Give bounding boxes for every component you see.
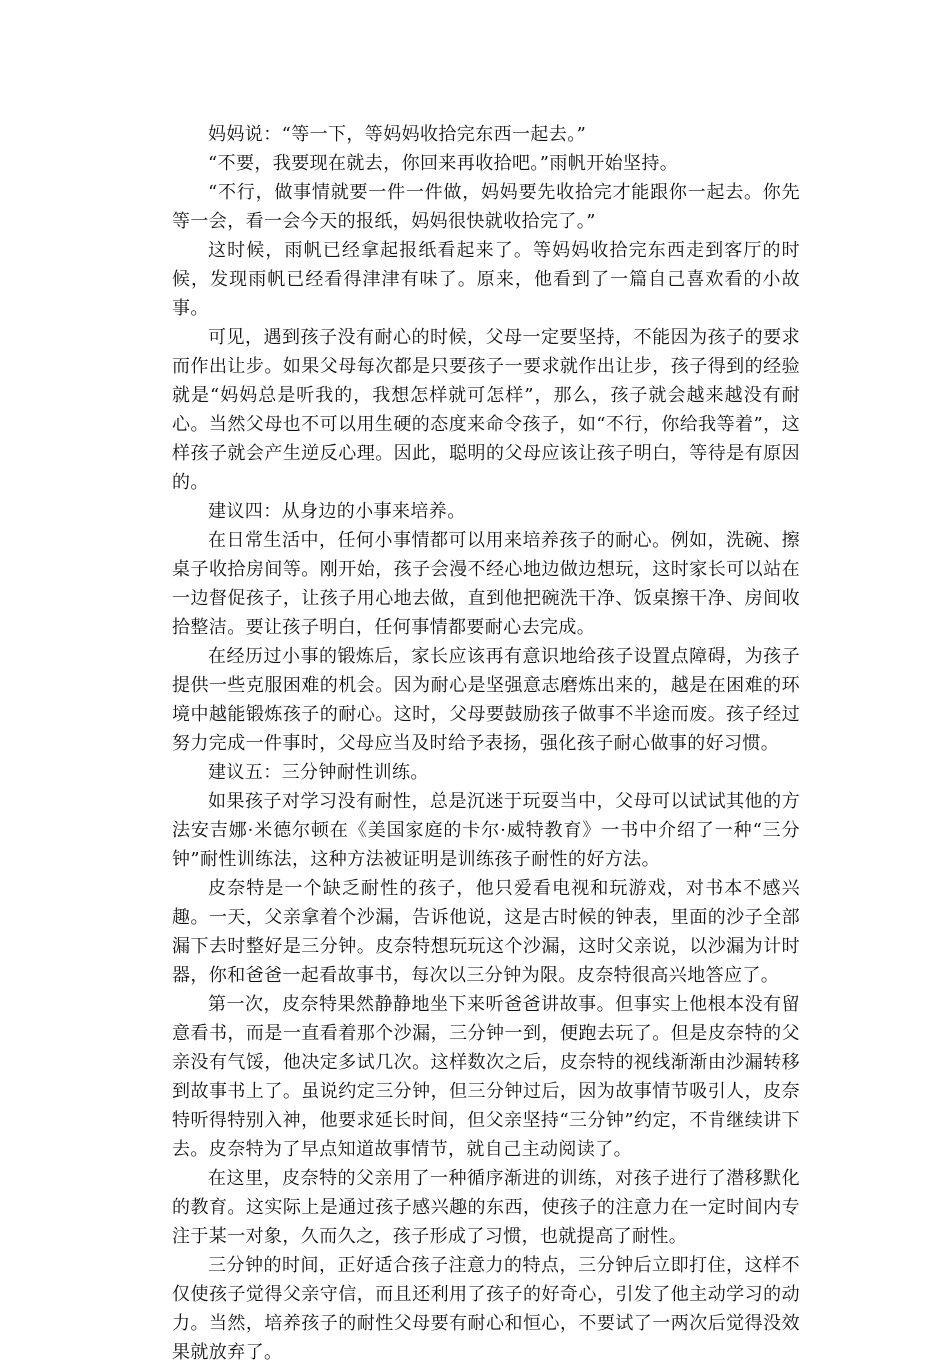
paragraph: 在日常生活中，任何小事情都可以用来培养孩子的耐心。例如，洗碗、擦桌子收拾房间等。刚开始，孩子会漫不经心地边做边想玩，这时家长可以站在一边督促孩子，让孩子用心地去做，直到他把碗洗干净、饭桌擦干净、房间收拾整洁。要让孩子明白，任何事情都要耐心去完成。: [172, 530, 800, 638]
paragraph: 皮奈特是一个缺乏耐性的孩子，他只爱看电视和玩游戏，对书本不感兴趣。一天，父亲拿着个沙漏，告诉他说，这是古时候的钟表，里面的沙子全部漏下去时整好是三分钟。皮奈特想玩玩这个沙漏，这时父亲说，以沙漏为计时器，你和爸爸一起看故事书，每次以三分钟为限。皮奈特很高兴地答应了。: [172, 878, 800, 986]
paragraph: “不行，做事情就要一件一件做，妈妈要先收拾完才能跟你一起去。你先等一会，看一会今天的报纸，妈妈很快就收拾完了。”: [172, 182, 800, 232]
paragraph: 这时候，雨帆已经拿起报纸看起来了。等妈妈收拾完东西走到客厅的时候，发现雨帆已经看得津津有味了。原来，他看到了一篇自己喜欢看的小故事。: [172, 240, 800, 319]
paragraph: “不要，我要现在就去，你回来再收拾吧。”雨帆开始坚持。: [208, 153, 679, 174]
document-body: [172, 120, 800, 1367]
paragraph: 可见，遇到孩子没有耐心的时候，父母一定要坚持，不能因为孩子的要求而作出让步。如果父母每次都是只要孩子一要求就作出让步，孩子得到的经验就是“妈妈总是听我的，我想怎样就可怎样”，那么，孩子就会越来越没有耐心。当然父母也不可以用生硬的态度来命令孩子，如“不行，你给我等着”，这样孩子就会产生逆反心理。因此，聪明的父母应该让孩子明白，等待是有原因的。: [172, 327, 800, 493]
paragraph: 第一次，皮奈特果然静静地坐下来听爸爸讲故事。但事实上他根本没有留意看书，而是一直看着那个沙漏，三分钟一到，便跑去玩了。但是皮奈特的父亲没有气馁，他决定多试几次。这样数次之后，皮奈特的视线渐渐由沙漏转移到故事书上了。虽说约定三分钟，但三分钟过后，因为故事情节吸引人，皮奈特听得特别入神，他要求延长时间，但父亲坚持“三分钟”约定，不肯继续讲下去。皮奈特为了早点知道故事情节，就自己主动阅读了。: [172, 994, 800, 1160]
paragraph: 妈妈说：“等一下，等妈妈收拾完东西一起去。”: [208, 124, 587, 145]
paragraph: 在经历过小事的锻炼后，家长应该再有意识地给孩子设置点障碍，为孩子提供一些克服困难的机会。因为耐心是坚强意志磨炼出来的，越是在困难的环境中越能锻炼孩子的耐心。这时，父母要鼓励孩子做事不半途而废。孩子经过努力完成一件事时，父母应当及时给予表扬，强化孩子耐心做事的好习惯。: [172, 646, 800, 754]
paragraph: 在这里，皮奈特的父亲用了一种循序渐进的训练，对孩子进行了潜移默化的教育。这实际上是通过孩子感兴趣的东西，使孩子的注意力在一定时间内专注于某一对象，久而久之，孩子形成了习惯，也就提高了耐性。: [172, 1168, 800, 1247]
paragraph: 三分钟的时间，正好适合孩子注意力的特点，三分钟后立即打住，这样不仅使孩子觉得父亲守信，而且还利用了孩子的好奇心，引发了他主动学习的动力。当然，培养孩子的耐性父母要有耐心和恒心，不要试了一两次后觉得没效果就放弃了。: [172, 1255, 800, 1363]
section-heading: 建议五：三分钟耐性训练。: [208, 762, 429, 783]
paragraph: 如果孩子对学习没有耐性，总是沉迷于玩耍当中，父母可以试试其他的方法安吉娜·米德尔顿在《美国家庭的卡尔·威特教育》一书中介绍了一种“三分钟”耐性训练法，这种方法被证明是训练孩子耐性的好方法。: [172, 791, 800, 870]
section-heading: 建议四：从身边的小事来培养。: [208, 501, 466, 522]
